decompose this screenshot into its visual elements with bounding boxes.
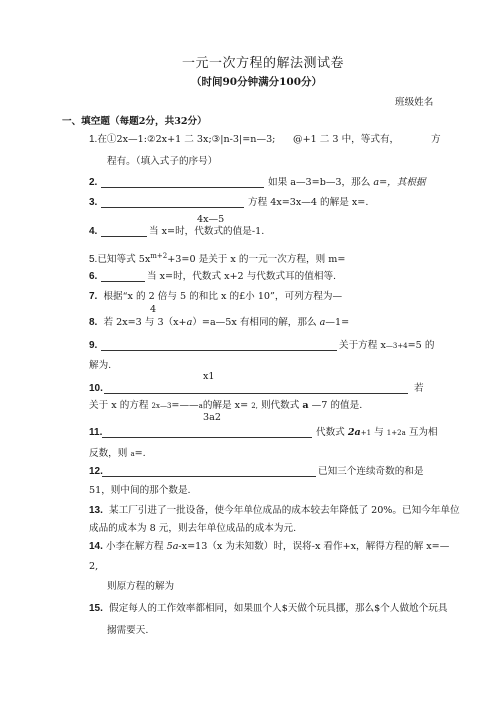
question-number: 3. bbox=[89, 197, 98, 208]
page-subtitle: （时间90分钟满分100分） bbox=[191, 76, 323, 88]
answer-blank[interactable] bbox=[101, 207, 244, 208]
answer-blank[interactable] bbox=[104, 393, 408, 394]
question-7: 7. 根据“x 的 2 倍与 5 的和比 x 的£小 10”，可列方程为— bbox=[89, 291, 343, 302]
question-number: 4. bbox=[89, 226, 98, 237]
answer-blank[interactable] bbox=[101, 187, 264, 188]
question-number: 11. bbox=[89, 427, 103, 438]
question-4: 当 x=时，代数式的值是-1. bbox=[149, 226, 265, 237]
fraction-denominator: 3a2 bbox=[203, 412, 221, 423]
question-12-line2: 51，则中间的那个数是. bbox=[89, 485, 191, 496]
question-number: 2. bbox=[89, 177, 98, 188]
question-text: 在①2x—1:②2x+1 二 3x;③|n-3|=n—3; bbox=[97, 134, 276, 145]
question-1 bbox=[89, 135, 275, 145]
section-heading: 一、填空题（每题2分，共32分） bbox=[62, 116, 207, 127]
question-number: 6. bbox=[89, 271, 98, 282]
question-8: 8. 若 2x=3 与 3（x+a）=a—5x 有相同的解，那么 a—1= bbox=[89, 317, 350, 328]
page-title: 一元一次方程的解法测试卷 bbox=[182, 56, 345, 71]
answer-blank[interactable] bbox=[101, 281, 145, 282]
class-name-label: 班级姓名 bbox=[395, 97, 434, 108]
fraction-numerator: 4x—5 bbox=[197, 214, 225, 225]
question-14-line3: 则原方程的解为 bbox=[107, 581, 175, 592]
question-9-line2: 解为. bbox=[89, 360, 112, 371]
question-10-line2: 关于 x 的方程 2x—3=——a的解是 x= 2, 则代数式 a —7 的值是. bbox=[89, 400, 363, 411]
question-number: 1. bbox=[89, 134, 98, 145]
question-1-part: 方 bbox=[431, 134, 441, 145]
question-1-line2: 程有。（填入式子的序号） bbox=[107, 156, 218, 167]
answer-blank[interactable] bbox=[101, 350, 337, 351]
question-15: 15. 假定每人的工作效率都相同，如果皿个人$天做个玩具挪，那么$个人做尬个玩具 bbox=[89, 603, 448, 614]
fraction-mark: 4 bbox=[150, 304, 157, 315]
answer-blank[interactable] bbox=[101, 236, 147, 237]
answer-blank[interactable] bbox=[102, 476, 316, 477]
question-14-line2: 2, bbox=[89, 561, 99, 572]
question-15-line2: 搦需要天. bbox=[107, 625, 149, 636]
question-number: 12. bbox=[89, 466, 103, 477]
question-12: 已知三个连续奇数的和是 bbox=[318, 466, 424, 477]
question-13-line2: 成品的成本为 8 元，则去年单位成品的成本为元. bbox=[89, 523, 297, 534]
question-3: 方程 4x=3x—4 的解是 x=. bbox=[248, 197, 369, 208]
answer-blank[interactable] bbox=[102, 437, 312, 438]
question-1-part: @+1 二 3 中，等式有， bbox=[293, 134, 400, 145]
question-number: 9. bbox=[89, 340, 98, 351]
question-11-line2: 反数，则 a=. bbox=[89, 448, 146, 459]
question-2: 如果 a—3=b—3，那么 a=，其根据 bbox=[268, 177, 426, 188]
question-10-end: 若 bbox=[414, 383, 424, 394]
question-6: 当 x=时，代数式 x+2 与代数式耳的值相等. bbox=[147, 271, 337, 282]
question-11: 代数式 2a+1 与 1+2a 互为相 bbox=[316, 427, 438, 438]
question-14: 14. 小李在解方程 5a-x=13（x 为未知数）时，误将-x 看作+x，解得方程的解 x=— bbox=[89, 541, 450, 552]
question-13: 13. 某工厂引进了一批设备，使今年单位成品的成本较去年降低了 20%。已知今年单位 bbox=[89, 505, 460, 516]
question-5: 5.已知等式 $5x^{m+2}+3=0$ 是关于 x 的一元一次方程，则 m= bbox=[89, 252, 346, 266]
question-9: 关于方程 x—3+4=5 的 bbox=[339, 340, 435, 351]
fraction-mark: x1 bbox=[203, 371, 215, 382]
question-number: 10. bbox=[89, 383, 103, 394]
